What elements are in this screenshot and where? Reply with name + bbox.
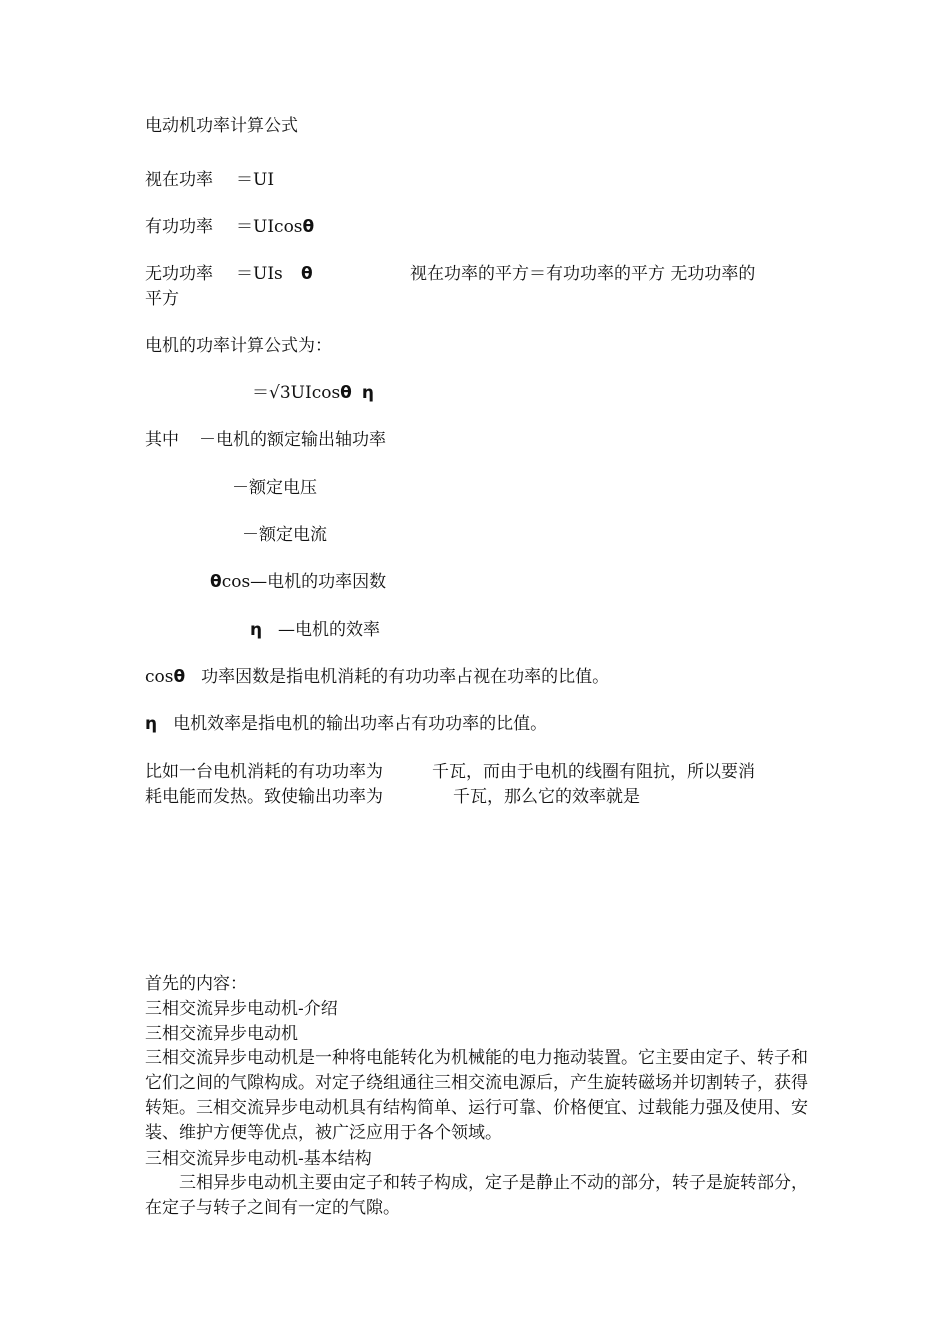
reactive-power-formula: ＝UIs <box>236 264 283 284</box>
cos-text: cos <box>221 572 251 592</box>
section-heading-motor: 三相交流异步电动机 <box>145 1024 298 1044</box>
apparent-power-label: 视在功率 <box>145 170 213 190</box>
cos-sym: cos <box>145 667 174 687</box>
i-description: －额定电流 <box>242 525 327 545</box>
where-label: 其中 <box>145 430 179 450</box>
active-power-label: 有功功率 <box>145 217 213 237</box>
active-power-formula <box>236 216 314 238</box>
cos-desc-text: —电机的功率因数 <box>250 572 387 592</box>
u-description: －额定电压 <box>232 478 317 498</box>
section-intro: 首先的内容： <box>145 974 247 994</box>
cos-description <box>210 571 386 593</box>
motor-power-formula <box>252 382 374 404</box>
theta-symbol: θ <box>173 667 186 687</box>
motor-formula-text: ＝√3UIcos <box>252 383 341 403</box>
theta-symbol: θ <box>340 383 352 403</box>
eta-def-text: 电机效率是指电机的输出功率占有功功率的比值。 <box>173 714 548 734</box>
section-heading-structure: 三相交流异步电动机-基本结构 <box>145 1149 372 1169</box>
p-description: －电机的额定输出轴功率 <box>199 430 386 450</box>
eta-symbol: η <box>361 383 374 403</box>
cos-def-text: 功率因数是指电机消耗的有功功率占视在功率的比值。 <box>201 667 610 687</box>
example-line-1b: 千瓦，而由于电机的线圈有阻抗，所以要消 <box>432 762 755 782</box>
section-body-paragraph: 三相交流异步电动机是一种将电能转化为机械能的电力拖动装置。它主要由定子、转子和它们之间的气隙构成。对定子绕组通往三相交流电源后，产生旋转磁场并切割转子，获得转矩。三相交流异步电动机具有结构简单、运行可靠、价格便宜、过载能力强及使用、安装、维护方便等优点，被广泛应用于各个领域。 <box>145 1048 808 1143</box>
section-heading-intro: 三相交流异步电动机-介绍 <box>145 999 338 1019</box>
eta-symbol: η <box>145 714 158 734</box>
reactive-power-label: 无功功率 <box>145 264 213 284</box>
doc-title: 电动机功率计算公式 <box>145 116 298 136</box>
power-relation-cont: 平方 <box>145 289 179 309</box>
active-formula-text: ＝UIcos <box>236 217 303 237</box>
structure-paragraph: 三相异步电动机主要由定子和转子构成，定子是静止不动的部分，转子是旋转部分，在定子与转子之间有一定的气隙。 <box>145 1173 808 1218</box>
theta-symbol: θ <box>301 264 313 284</box>
motor-formula-intro: 电机的功率计算公式为： <box>145 336 332 356</box>
example-line-2b: 千瓦，那么它的效率就是 <box>453 787 640 807</box>
eta-definition <box>145 713 547 735</box>
theta-symbol: θ <box>302 217 315 237</box>
power-relation: 视在功率的平方＝有功功率的平方 无功功率的 <box>410 264 756 284</box>
apparent-power-formula: ＝UI <box>236 170 275 190</box>
example-line-2a: 耗电能而发热。致使输出功率为 <box>145 787 383 807</box>
eta-description: —电机的效率 <box>278 620 380 640</box>
eta-symbol: η <box>250 620 263 640</box>
theta-symbol: θ <box>210 572 222 592</box>
cos-definition <box>145 666 609 688</box>
example-line-1a: 比如一台电机消耗的有功功率为 <box>145 762 383 782</box>
